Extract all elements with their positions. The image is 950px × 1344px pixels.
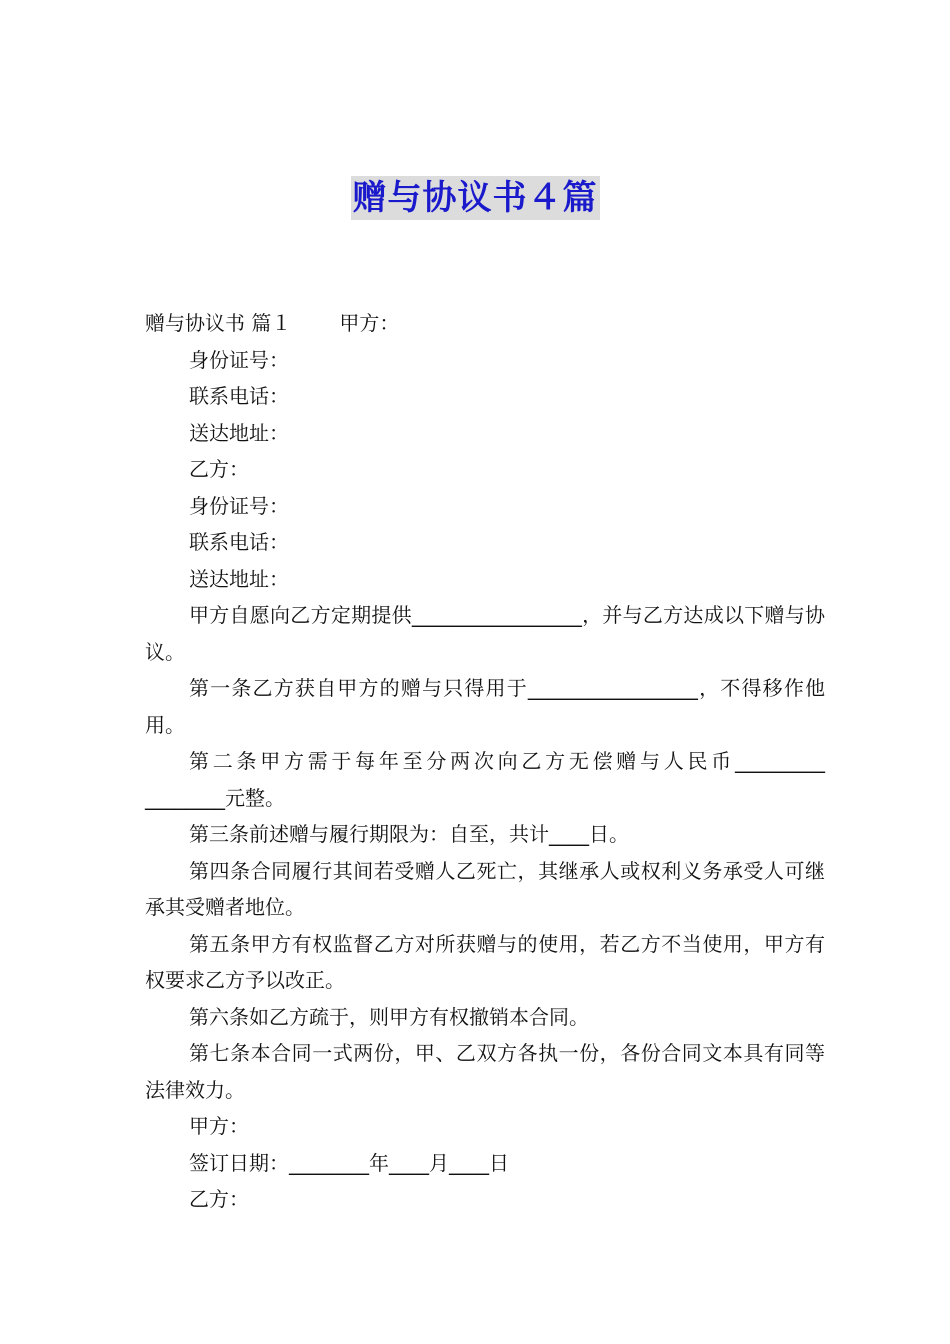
paragraph-article-3: 第三条前述赠与履行期限为：自至，共计____日。 — [189, 822, 629, 846]
section-heading: 赠与协议书 篇１ — [145, 311, 292, 335]
title-container — [0, 176, 950, 220]
party-a-label: 甲方： — [339, 311, 400, 335]
document-body — [145, 305, 832, 1218]
paragraph-article-6: 第六条如乙方疏于，则甲方有权撤销本合同。 — [189, 1004, 589, 1029]
paragraph-article-5: 第五条甲方有权监督乙方对所获赠与的使用，若乙方不当使用，甲方有权要求乙方予以改正。 — [145, 931, 825, 992]
document-title: 赠与协议书４篇 — [352, 178, 598, 218]
field-id-number-b: 身份证号： — [189, 493, 289, 518]
header-line — [145, 305, 825, 342]
party-b-label: 乙方： — [189, 457, 249, 481]
field-id-number-a: 身份证号： — [189, 347, 289, 372]
paragraph-article-2: 第二条甲方需于每年至分两次向乙方无偿赠与人民币_________ ________元整。 — [145, 749, 832, 810]
signature-party-a: 甲方： — [189, 1114, 249, 1138]
signature-party-b: 乙方： — [189, 1187, 249, 1211]
paragraph-article-7: 第七条本合同一式两份，甲、乙双方各执一份，各份合同文本具有同等法律效力。 — [145, 1041, 825, 1102]
paragraph-article-4: 第四条合同履行其间若受赠人乙死亡，其继承人或权利义务承受人可继承其受赠者地位。 — [145, 858, 825, 919]
signature-date: 签订日期：________年____月____日 — [189, 1150, 509, 1175]
field-address-b: 送达地址： — [189, 566, 289, 591]
paragraph-intro: 甲方自愿向乙方定期提供_________________，并与乙方达成以下赠与协议。 — [145, 603, 825, 664]
field-address-a: 送达地址： — [189, 420, 289, 445]
field-phone-b: 联系电话： — [189, 530, 289, 554]
paragraph-article-1: 第一条乙方获自甲方的赠与只得用于_________________，不得移作他用。 — [145, 676, 825, 737]
field-phone-a: 联系电话： — [189, 384, 289, 408]
